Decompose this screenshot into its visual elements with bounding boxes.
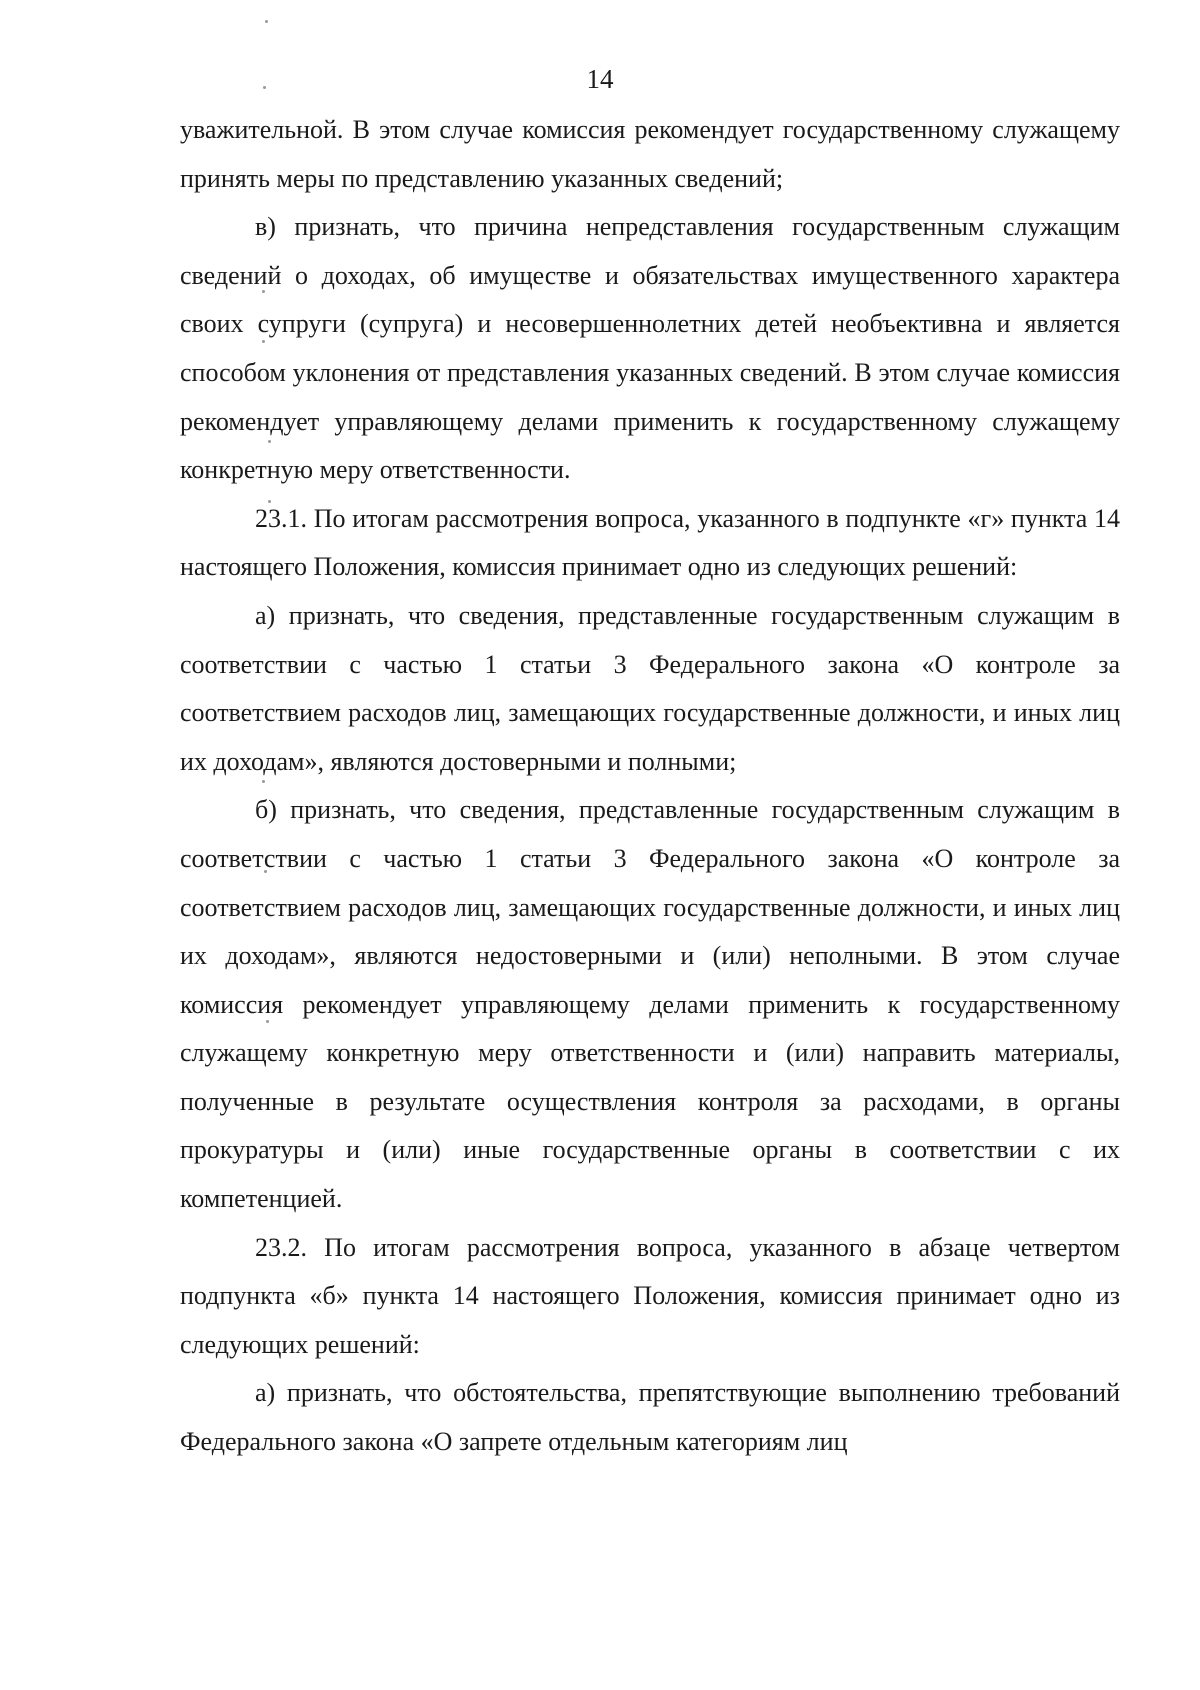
scan-speck — [265, 20, 268, 23]
paragraph-item-v: в) признать, что причина непредставления государственным служащим сведений о доходах, об имуществе и обязательствах имущественного характера своих супруги (супруга) и несовершеннолетних детей необъективна и является способом уклонения от представления указанных сведений. В этом случае комиссия рекомендует управляющему делами применить к государственному служащему конкретную меру ответственности. — [180, 212, 1120, 485]
page-number: 14 — [586, 64, 614, 94]
paragraph-continuation: уважительной. В этом случае комиссия рекомендует государственному служащему принять меры по представлению указанных сведений; — [180, 115, 1120, 193]
paragraph-item-b: б) признать, что сведения, представленные государственным служащим в соответствии с частью 1 статьи 3 Федерального закона «О контроле за соответствием расходов лиц, замещающих государственные должности, и иных лиц их доходам», являются недостоверными и (или) неполными. В этом случае комиссия рекомендует управляющему делами применить к государственному служащему конкретную меру ответственности и (или) направить материалы, полученные в результате осуществления контроля за расходами, в органы прокуратуры и (или) иные государственные органы в соответствии с их компетенцией. — [180, 795, 1120, 1214]
paragraph-23-2: 23.2. По итогам рассмотрения вопроса, указанного в абзаце четвертом подпункта «б» пункта 14 настоящего Положения, комиссия принимает одно из следующих решений: — [180, 1232, 1120, 1359]
paragraph-item-a: а) признать, что сведения, представленные государственным служащим в соответствии с частью 1 статьи 3 Федерального закона «О контроле за соответствием расходов лиц, замещающих государственные должности, и иных лиц их доходам», являются достоверными и полными; — [180, 600, 1120, 776]
paragraph-23-1: 23.1. По итогам рассмотрения вопроса, указанного в подпункте «г» пункта 14 настоящего Положения, комиссия принимает одно из следующих решений: — [180, 503, 1120, 582]
paragraph-item-a-2: а) признать, что обстоятельства, препятствующие выполнению требований Федерального закона «О запрете отдельным категориям лиц — [180, 1378, 1120, 1457]
document-body — [180, 106, 1120, 1467]
